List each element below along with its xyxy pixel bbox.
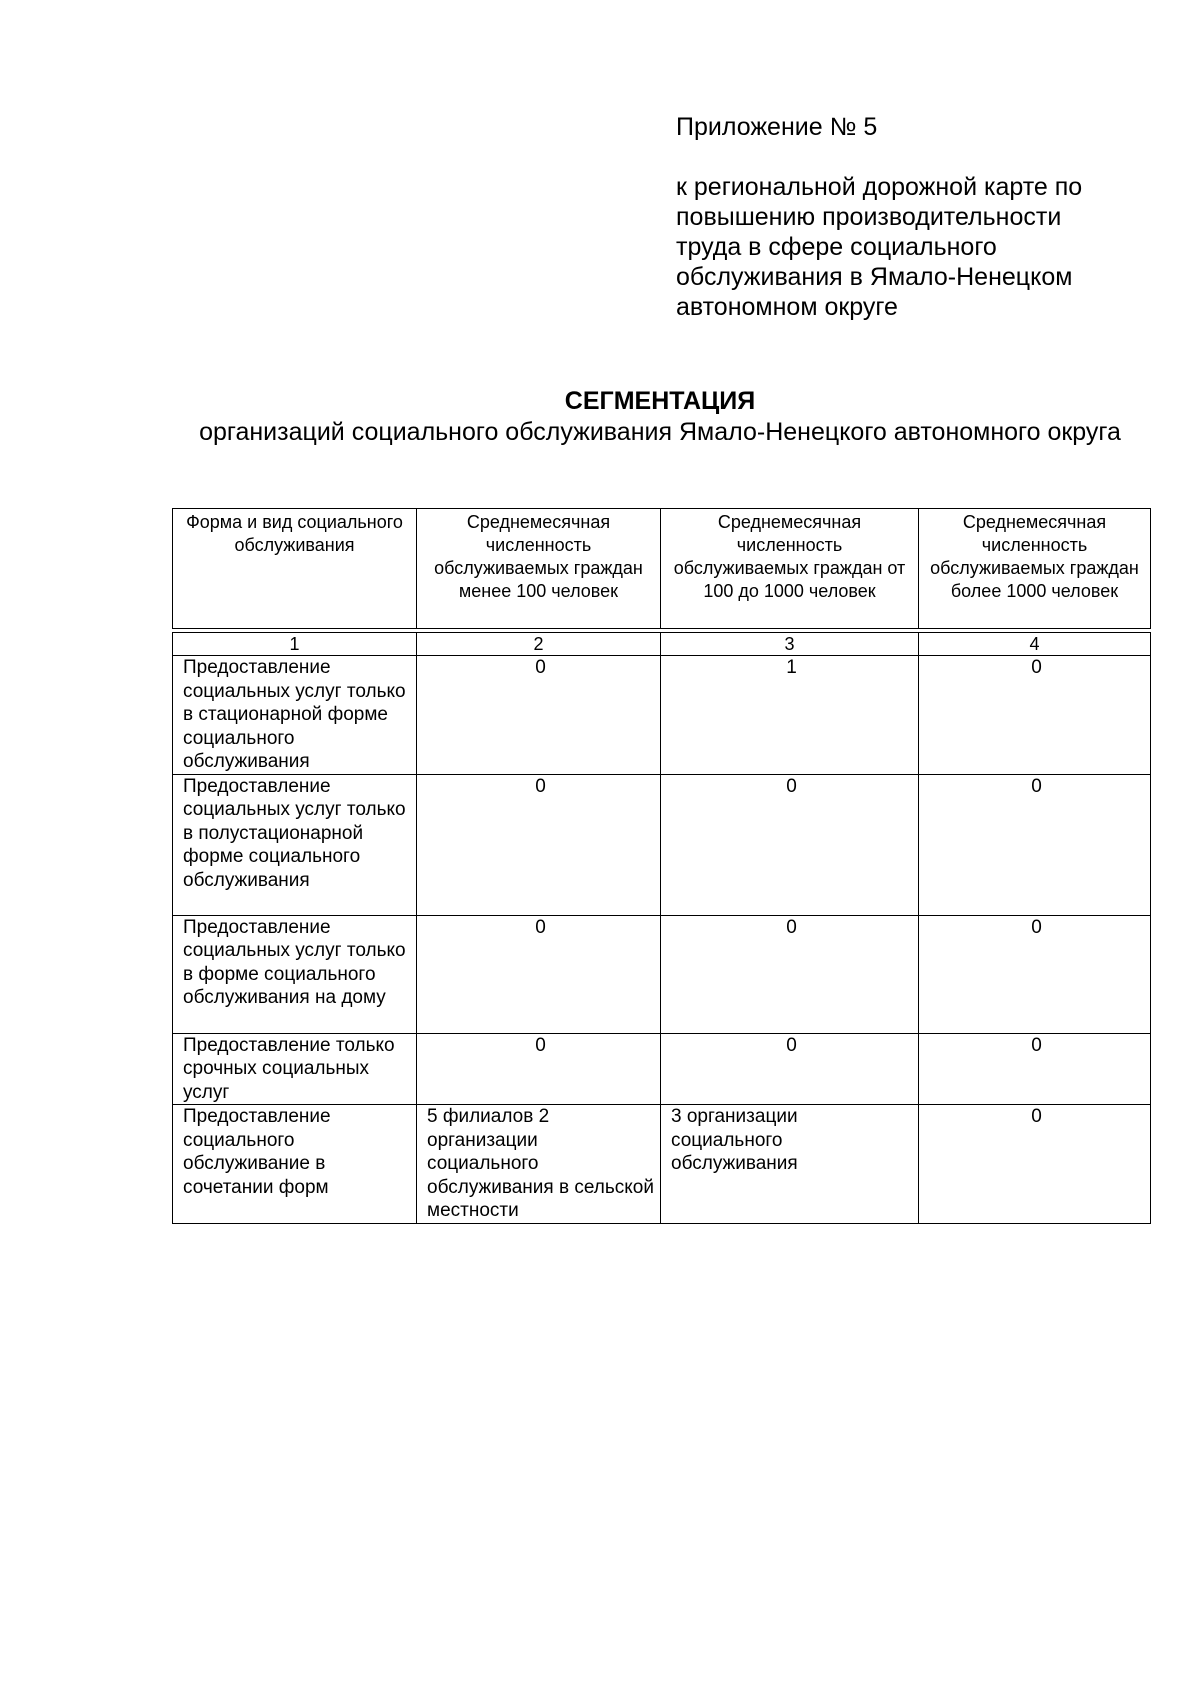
- header-cell: Среднемесячная численность обслуживаемых граждан более 1000 человек: [919, 509, 1151, 629]
- header-cell: Среднемесячная численность обслуживаемых граждан от 100 до 1000 человек: [661, 509, 919, 629]
- row-value: 3 организации социального обслуживания: [661, 1105, 919, 1224]
- column-number: 4: [919, 633, 1151, 656]
- row-value: 0: [919, 1033, 1151, 1105]
- appendix-block: [676, 112, 1146, 322]
- row-value: 0: [919, 915, 1151, 1033]
- row-value: 0: [661, 1033, 919, 1105]
- row-value: 0: [661, 774, 919, 915]
- table-row: [173, 1105, 1151, 1224]
- column-number: 2: [417, 633, 661, 656]
- column-number: 1: [173, 633, 417, 656]
- table-row: [173, 774, 1151, 915]
- row-value: 0: [661, 915, 919, 1033]
- appendix-number: Приложение № 5: [676, 113, 878, 141]
- row-label: Предоставление только срочных социальных услуг: [173, 1033, 417, 1105]
- segmentation-table: [172, 508, 1151, 1224]
- column-number: 3: [661, 633, 919, 656]
- row-label: Предоставление социального обслуживание в сочетании форм: [173, 1105, 417, 1224]
- table-row: [173, 656, 1151, 775]
- document-subtitle: организаций социального обслуживания Ямало-Ненецкого автономного округа: [199, 418, 1121, 446]
- table-row: [173, 915, 1151, 1033]
- header-cell: Форма и вид социального обслуживания: [173, 509, 417, 629]
- column-number-row: [173, 633, 1151, 656]
- row-value: 0: [919, 774, 1151, 915]
- row-value: 0: [417, 774, 661, 915]
- row-label: Предоставление социальных услуг только в форме социального обслуживания на дому: [173, 915, 417, 1033]
- row-value: 5 филиалов 2 организации социального обслуживания в сельской местности: [417, 1105, 661, 1224]
- document-title: СЕГМЕНТАЦИЯ: [564, 387, 756, 415]
- header-cell: Среднемесячная численность обслуживаемых граждан менее 100 человек: [417, 509, 661, 629]
- row-value: 0: [417, 915, 661, 1033]
- row-value: 0: [919, 656, 1151, 775]
- row-value: 0: [417, 1033, 661, 1105]
- row-label: Предоставление социальных услуг только в стационарной форме социального обслуживания: [173, 656, 417, 775]
- row-value: 1: [661, 656, 919, 775]
- row-label: Предоставление социальных услуг только в полустационарной форме социального обслуживания: [173, 774, 417, 915]
- table-row: [173, 1033, 1151, 1105]
- row-value: 0: [417, 656, 661, 775]
- table-header-row: [173, 509, 1151, 629]
- appendix-description: к региональной дорожной карте по повышению производительности труда в сфере социального обслуживания в Ямало-Ненецком автономном округе: [676, 173, 1083, 321]
- row-value: 0: [919, 1105, 1151, 1224]
